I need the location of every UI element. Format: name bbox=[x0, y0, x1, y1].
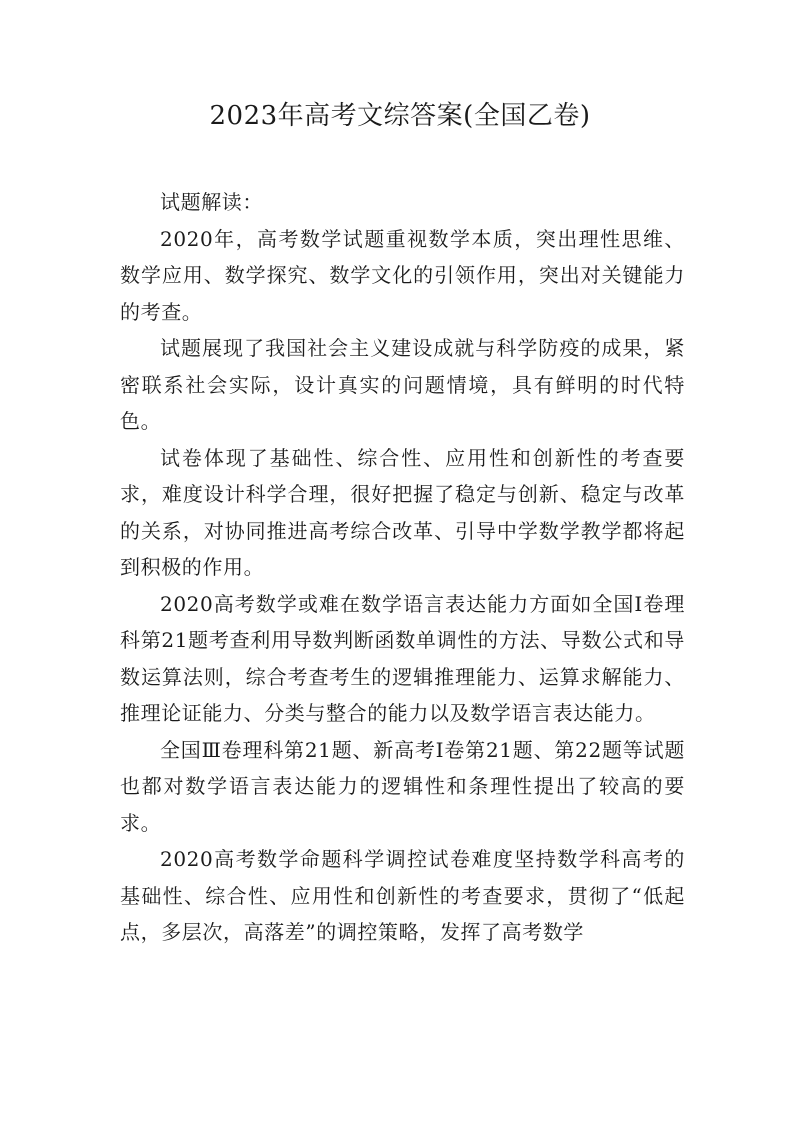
paragraph-1: 2020年，高考数学试题重视数学本质，突出理性思维、数学应用、数学探究、数学文化的引领作用，突出对关键能力的考查。 bbox=[120, 226, 685, 324]
paragraph-3: 试卷体现了基础性、综合性、应用性和创新性的考查要求，难度设计科学合理，很好把握了稳定与创新、稳定与改革的关系，对协同推进高考综合改革、引导中学数学教学都将起到积极的作用。 bbox=[120, 445, 685, 579]
paragraph-5: 全国Ⅲ卷理科第21题、新高考Ⅰ卷第21题、第22题等试题也都对数学语言表达能力的逻辑性和条理性提出了较高的要求。 bbox=[120, 737, 685, 835]
paragraph-2: 试题展现了我国社会主义建设成就与科学防疫的成果，紧密联系社会实际，设计真实的问题情境，具有鲜明的时代特色。 bbox=[120, 336, 685, 433]
paragraph-4: 2020高考数学或难在数学语言表达能力方面如全国Ⅰ卷理科第21题考查利用导数判断函数单调性的方法、导数公式和导数运算法则，综合考查考生的逻辑推理能力、运算求解能力、推理论证能力、分类与整合的能力以及数学语言表达能力。 bbox=[120, 591, 685, 725]
document-body bbox=[120, 184, 685, 951]
paragraph-intro-label: 试题解读： bbox=[160, 190, 263, 214]
paragraph-6: 2020高考数学命题科学调控试卷难度坚持数学科高考的基础性、综合性、应用性和创新性的考查要求，贯彻了“低起点，多层次，高落差”的调控策略，发挥了高考数学 bbox=[120, 847, 685, 944]
document-title: 2023年高考文综答案(全国乙卷) bbox=[209, 101, 591, 131]
